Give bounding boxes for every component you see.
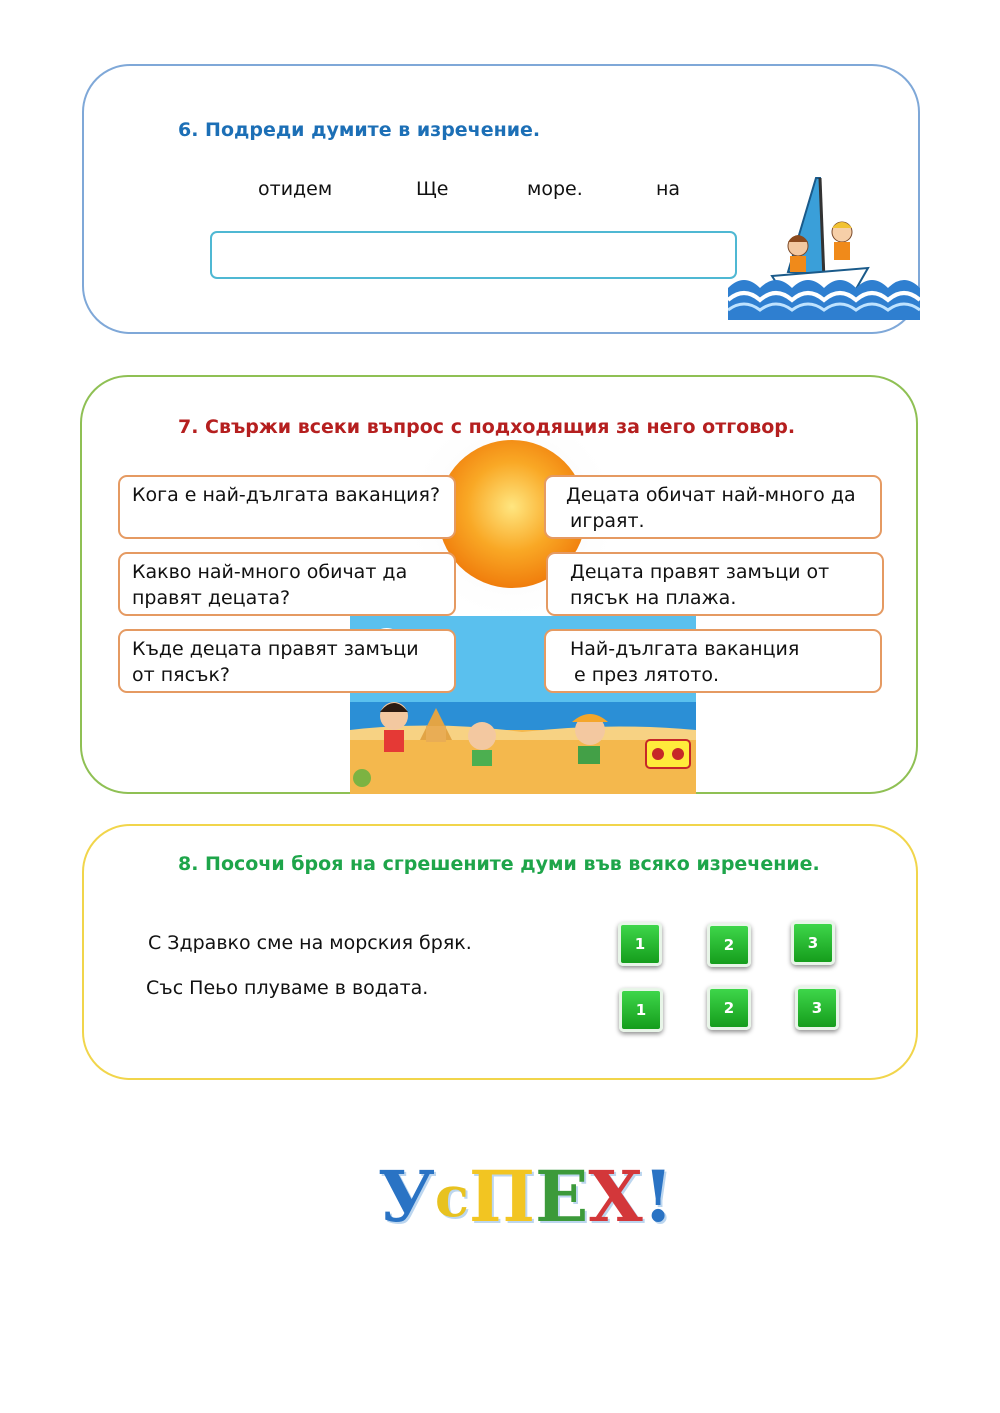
word-tile[interactable]: море. (527, 178, 583, 200)
answer-card[interactable]: Децата правят замъци от пясък на плажа. (546, 552, 884, 616)
task6-title: 6. Подреди думите в изречение. (178, 119, 541, 141)
task8-title: 8. Посочи броя на сгрешените думи във всяко изречение. (178, 853, 820, 875)
option-button-2[interactable]: 2 (707, 986, 751, 1030)
option-button-1[interactable]: 1 (618, 922, 662, 966)
sentence-text: С Здравко сме на морския бряк. (148, 932, 472, 954)
option-button-2[interactable]: 2 (707, 923, 751, 967)
answer-card[interactable]: Най-дългата ваканция е през лятото. (544, 629, 882, 693)
answer-card[interactable]: Децата обичат най-много да играят. (544, 475, 882, 539)
task7-title: 7. Свържи всеки въпрос с подходящия за него отговор. (178, 416, 796, 438)
option-button-1[interactable]: 1 (619, 988, 663, 1032)
logo-letter: ! (642, 1155, 674, 1238)
word-tile[interactable]: Ще (416, 178, 449, 200)
sailboat-kids-illustration (728, 176, 920, 320)
sentence-text: Със Пеьо плуваме в водата. (146, 977, 429, 999)
logo-letter: У (378, 1155, 435, 1238)
option-button-3[interactable]: 3 (795, 986, 839, 1030)
word-tile[interactable]: на (656, 178, 681, 200)
logo-letter: с (434, 1164, 469, 1230)
sentence-answer-input[interactable] (210, 231, 737, 279)
option-button-3[interactable]: 3 (791, 921, 835, 965)
question-card[interactable]: Къде децата правят замъци от пясък? (118, 629, 456, 693)
question-card[interactable]: Кога е най-дългата ваканция? (118, 475, 456, 539)
logo-letter: Х (588, 1155, 643, 1238)
question-card[interactable]: Какво най-много обичат да правят децата? (118, 552, 456, 616)
uspeh-logo (378, 1152, 674, 1238)
logo-letter: П (468, 1155, 536, 1238)
logo-letter: Е (535, 1155, 589, 1238)
word-tile[interactable]: отидем (258, 178, 333, 200)
